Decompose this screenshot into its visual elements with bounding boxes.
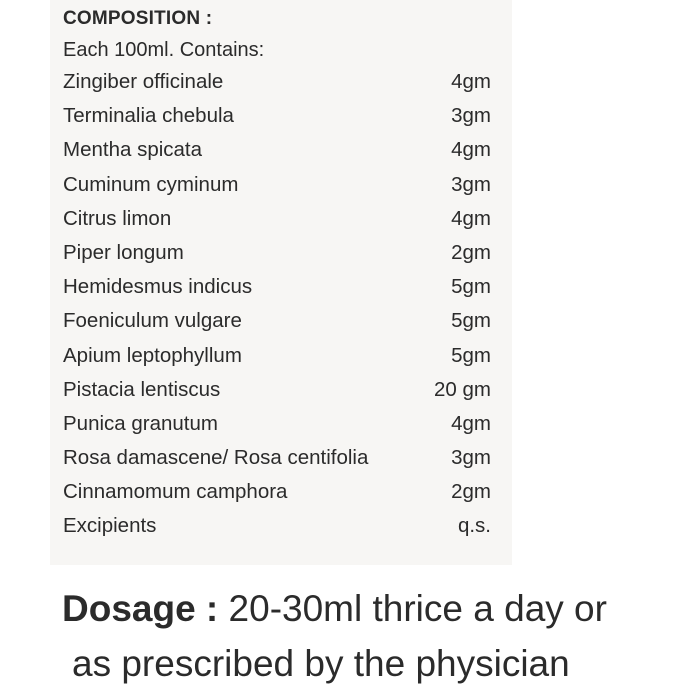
ingredient-amount: 5gm (451, 343, 491, 367)
ingredient-amount: 2gm (451, 240, 491, 264)
dosage-section (62, 584, 682, 689)
ingredient-amount: 20 gm (434, 377, 491, 401)
ingredient-list (63, 65, 493, 544)
ingredient-name: Mentha spicata (63, 138, 203, 162)
ingredient-amount: 3gm (451, 104, 491, 128)
ingredient-name: Terminalia chebula (63, 104, 234, 128)
ingredient-name: Cinnamomum camphora (63, 480, 288, 504)
ingredient-name: Citrus limon (63, 206, 172, 230)
dosage-line-1: 20-30ml thrice a day or (218, 588, 607, 629)
ingredient-name: Zingiber officinale (63, 70, 224, 93)
dosage-line-2: as prescribed by the physician (72, 643, 570, 684)
composition-subheading: Each 100ml. Contains: (63, 39, 265, 61)
composition-heading: COMPOSITION : (63, 8, 213, 29)
ingredient-name: Foeniculum vulgare (63, 309, 242, 333)
ingredient-row (63, 441, 493, 475)
ingredient-amount: 4gm (451, 70, 491, 93)
ingredient-name: Piper longum (63, 240, 184, 264)
ingredient-row (63, 99, 493, 133)
ingredient-row (63, 475, 493, 509)
composition-section (63, 6, 493, 544)
dosage-label: Dosage : (62, 588, 219, 629)
ingredient-row (63, 65, 493, 99)
ingredient-name: Punica granutum (63, 411, 218, 435)
ingredient-row (63, 236, 493, 270)
ingredient-name: Hemidesmus indicus (63, 275, 253, 299)
ingredient-amount: q.s. (457, 514, 491, 538)
ingredient-amount: 3gm (451, 446, 491, 470)
ingredient-row (63, 168, 493, 202)
ingredient-name: Pistacia lentiscus (63, 377, 221, 401)
ingredient-row (63, 509, 493, 543)
ingredient-row (63, 133, 493, 167)
ingredient-name: Apium leptophyllum (63, 343, 242, 367)
ingredient-amount: 5gm (451, 275, 491, 299)
ingredient-row (63, 304, 493, 338)
ingredient-amount: 2gm (451, 480, 491, 504)
ingredient-amount: 5gm (451, 309, 491, 333)
ingredient-name: Excipients (63, 514, 157, 538)
ingredient-row (63, 202, 493, 236)
ingredient-amount: 3gm (451, 172, 491, 196)
ingredient-amount: 4gm (451, 206, 491, 230)
ingredient-amount: 4gm (451, 411, 491, 435)
ingredient-row (63, 407, 493, 441)
ingredient-amount: 4gm (451, 138, 491, 162)
ingredient-row (63, 339, 493, 373)
ingredient-name: Cuminum cyminum (63, 172, 239, 196)
ingredient-name: Rosa damascene/ Rosa centifolia (63, 446, 369, 470)
ingredient-row (63, 270, 493, 304)
ingredient-row (63, 373, 493, 407)
